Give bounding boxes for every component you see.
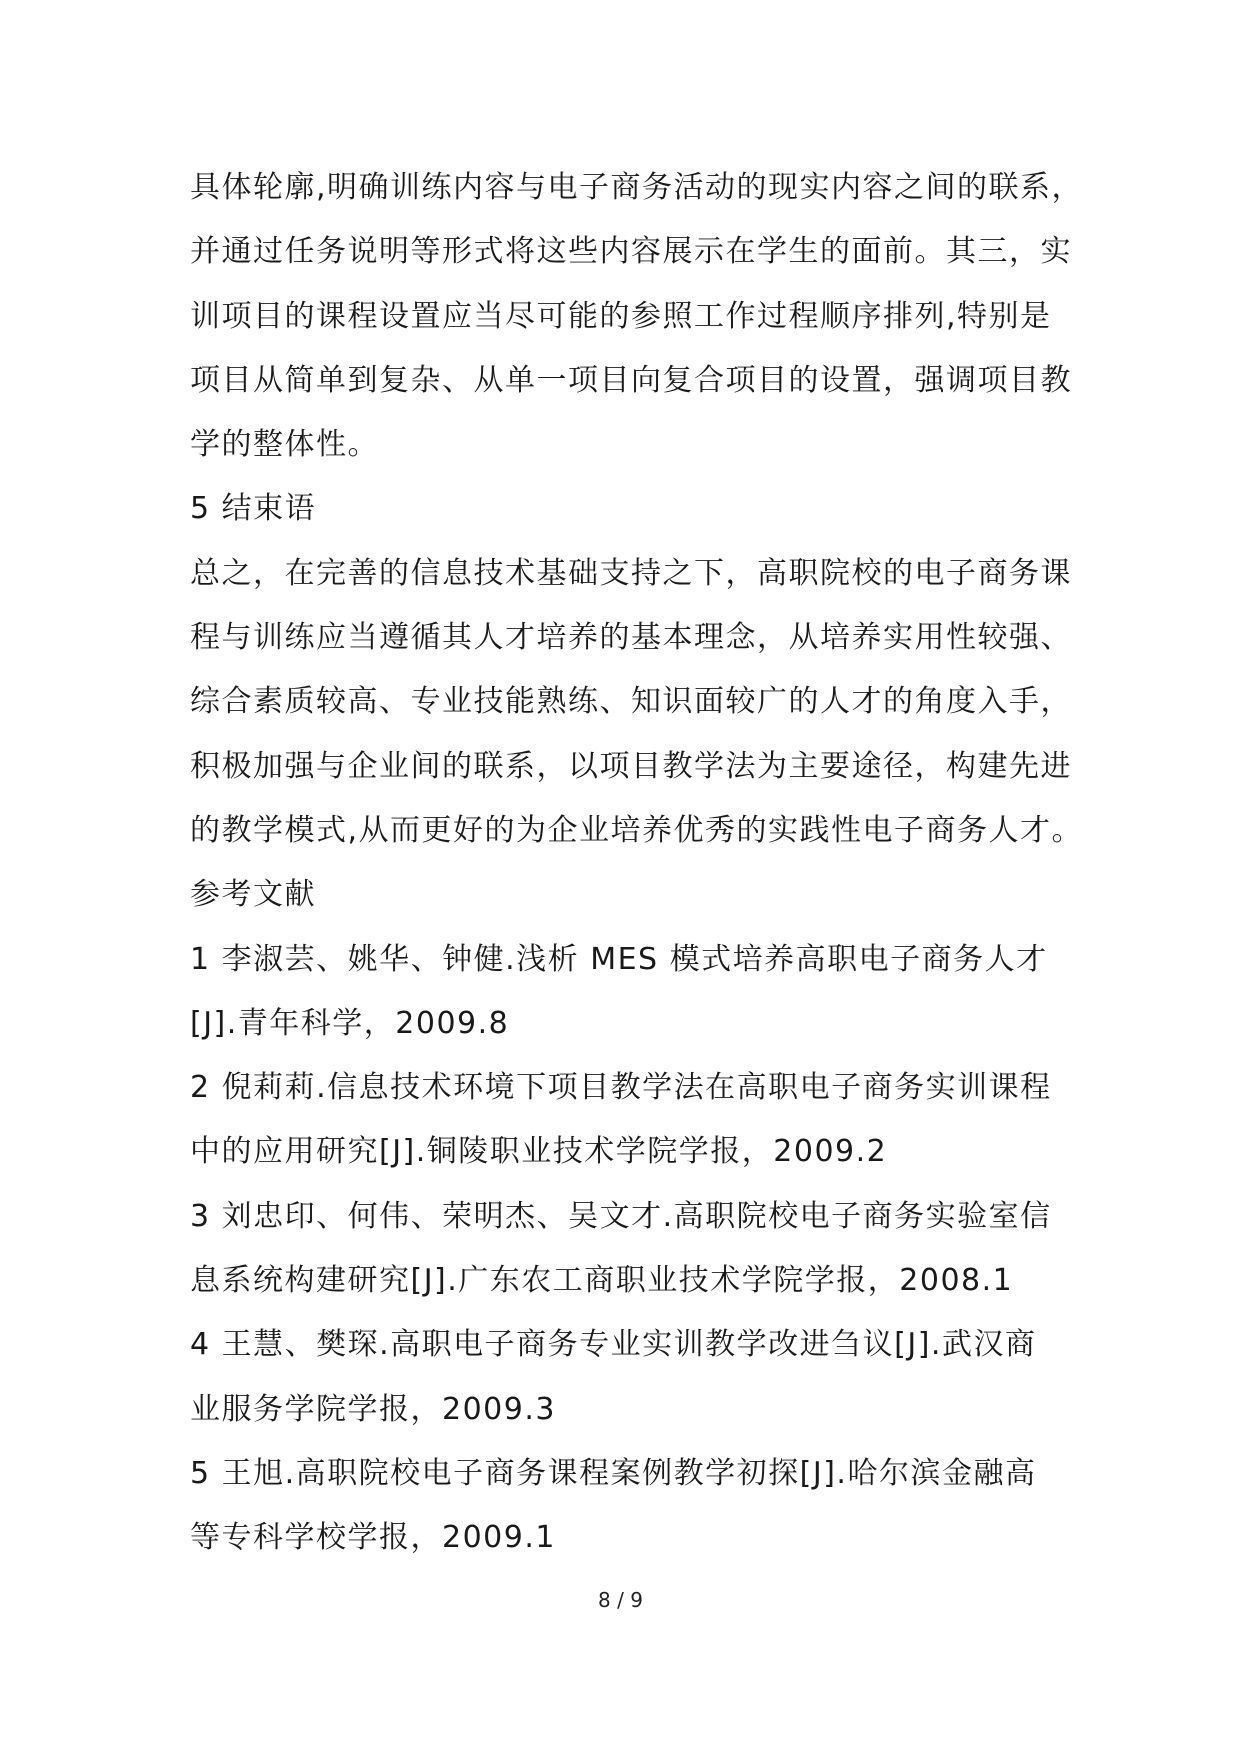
reference-line: [J].青年科学，2009.8: [190, 1005, 510, 1041]
references-heading: 参考文献: [190, 877, 316, 913]
reference-line: 2 倪莉莉.信息技术环境下项目教学法在高职电子商务实训课程: [190, 1070, 1052, 1106]
reference-line: 3 刘忠印、何伟、荣明杰、吴文才.高职院校电子商务实验室信: [190, 1198, 1052, 1234]
section-heading: 5 结束语: [190, 491, 317, 527]
page-number: 8 / 9: [598, 1588, 643, 1612]
paragraph-line: 程与训练应当遵循其人才培养的基本理念，从培养实用性较强、: [190, 620, 1072, 656]
reference-line: 业服务学院学报，2009.3: [190, 1391, 556, 1427]
paragraph-line: 的教学模式,从而更好的为企业培养优秀的实践性电子商务人才。: [190, 812, 1084, 848]
paragraph-line: 项目从简单到复杂、从单一项目向复合项目的设置，强调项目教: [190, 362, 1072, 398]
paragraph-line: 具体轮廓,明确训练内容与电子商务活动的现实内容之间的联系，: [190, 170, 1084, 205]
paragraph-line: 综合素质较高、专业技能熟练、知识面较广的人才的角度入手，: [190, 684, 1072, 720]
paragraph-line: 训项目的课程设置应当尽可能的参照工作过程顺序排列,特别是: [190, 298, 1052, 334]
paragraph-line: 积极加强与企业间的联系，以项目教学法为主要途径，构建先进: [190, 748, 1072, 784]
reference-line: 4 王慧、樊琛.高职电子商务专业实训教学改进刍议[J].武汉商: [190, 1327, 1037, 1363]
paragraph-line: 学的整体性。: [190, 427, 379, 463]
reference-line: 1 李淑芸、姚华、钟健.浅析 MES 模式培养高职电子商务人才: [190, 941, 1048, 977]
paragraph-line: 并通过任务说明等形式将这些内容展示在学生的面前。其三，实: [190, 234, 1072, 270]
paragraph-line: 总之，在完善的信息技术基础支持之下，高职院校的电子商务课: [190, 555, 1072, 591]
reference-line: 中的应用研究[J].铜陵职业技术学院学报，2009.2: [190, 1134, 888, 1170]
reference-line: 息系统构建研究[J].广东农工商职业技术学院学报，2008.1: [190, 1263, 1014, 1299]
body-text: [190, 156, 1090, 1571]
reference-line: 等专科学校学报，2009.1: [190, 1520, 556, 1556]
reference-line: 5 王旭.高职院校电子商务课程案例教学初探[J].哈尔滨金融高: [190, 1455, 1037, 1491]
